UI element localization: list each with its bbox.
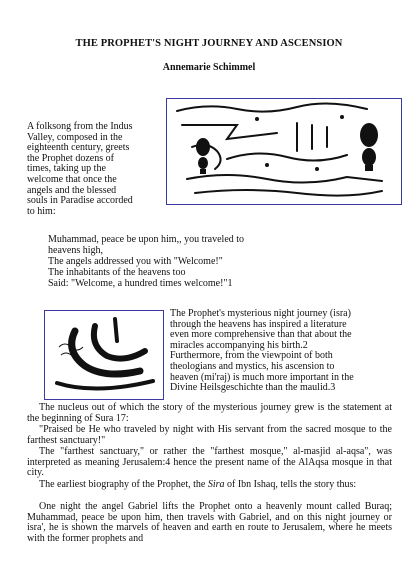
verse-line: The inhabitants of the heavens too — [48, 267, 186, 279]
text-line: to him: — [27, 205, 56, 217]
text-line: through the heavens has inspired a literature — [170, 318, 347, 330]
text-line: Furthermore, from the viewpoint of both — [170, 350, 333, 362]
verse-line: The angels addressed you with "Welcome!" — [48, 256, 223, 268]
verse-line: heavens high, — [48, 245, 103, 257]
body-paragraph: The nucleus out of which the story of the mysterious journey grew is the statement at the beginning of Sura 17: — [27, 402, 392, 424]
page-title: THE PROPHET'S NIGHT JOURNEY AND ASCENSION — [75, 38, 343, 49]
text-line: times, taking up the — [27, 163, 106, 175]
body-paragraph: One night the angel Gabriel lifts the Prophet onto a heavenly mount called Buraq; Muhammad, peace be upon him, then travels with Gabriel, and on this night journey or isra', he is shown the marvels of heaven and earth en route to Jerusalem, where he meets with the former prophets and — [27, 501, 392, 544]
text-line: The Prophet's mysterious night journey (isra) — [170, 308, 351, 319]
text-line: angels and the blessed — [27, 184, 117, 196]
text-line: welcome that once the — [27, 173, 117, 185]
text-line: theologians and mystics, his ascension to — [170, 360, 335, 372]
author-name: Annemarie Schimmel — [162, 62, 256, 73]
text-line: Divine Heilsgeschichte than the maulid.3 — [170, 382, 336, 394]
verse-line: Said: "Welcome, a hundred times welcome!"1 — [48, 278, 233, 290]
text-line: miracles accompanying his birth.2 — [170, 339, 308, 351]
calligraphy-panel-image — [166, 98, 402, 205]
text-line: Valley, composed in the — [27, 131, 123, 143]
text-line: souls in Paradise accorded — [27, 195, 133, 207]
text-line: even more comprehensive than that about the — [170, 329, 352, 341]
text-line: A folksong from the Indus — [27, 121, 133, 132]
text-span: The earliest biography of the Prophet, the — [39, 479, 208, 490]
night-journey-paragraph — [170, 309, 392, 394]
body-paragraph: The "farthest sanctuary," or rather the "farthest mosque," al-masjid al-aqsa", was interpreted as meaning Jerusalem:4 hence the present name of the AlAqsa mosque in that city. — [27, 446, 392, 479]
text-span: of Ibn Ishaq, tells the story thus: — [224, 479, 357, 490]
body-paragraph — [27, 480, 392, 491]
muhammad-calligraphy-image — [44, 310, 164, 400]
text-line: the Prophet dozens of — [27, 152, 114, 164]
verse-quote — [48, 234, 368, 289]
verse-line: Muhammad, peace be upon him,, you traveled to — [48, 234, 245, 245]
intro-paragraph — [27, 122, 160, 217]
text-line: eighteenth century, greets — [27, 142, 130, 154]
quran-quote: "Praised be He who traveled by night with His servant from the sacred mosque to the farthest sanctuary!" — [27, 424, 392, 446]
sira-title: Sira — [207, 479, 225, 490]
text-line: heaven (mi'raj) is much more important in the — [170, 371, 354, 383]
